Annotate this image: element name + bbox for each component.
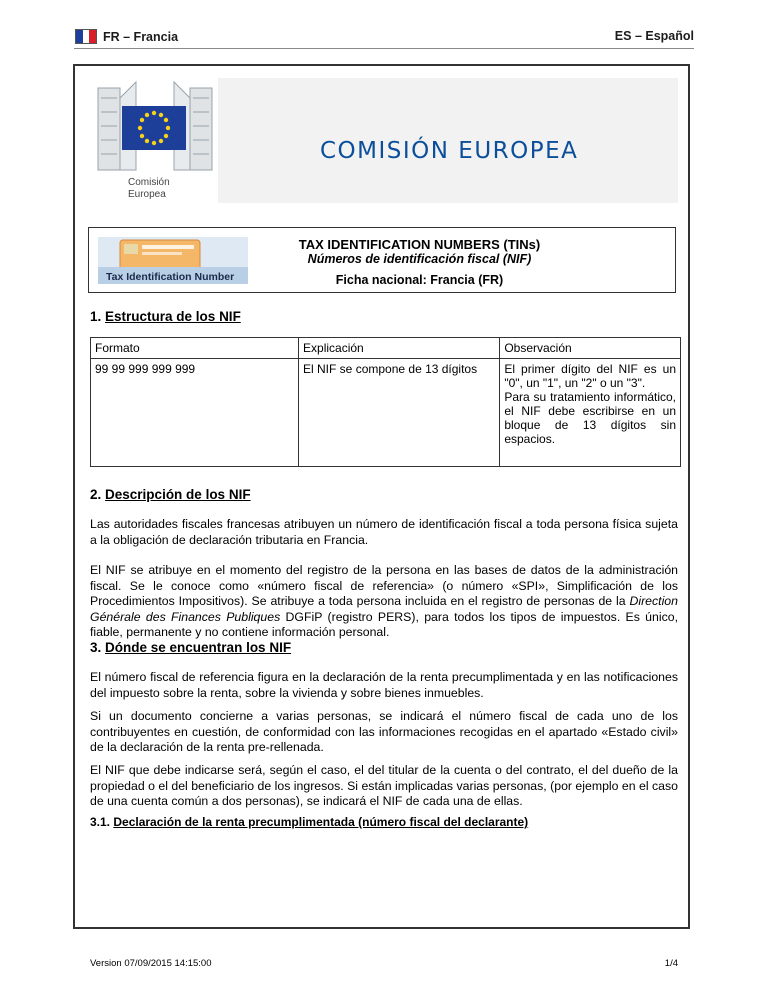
section-3-heading: 3. Dónde se encuentran los NIF	[90, 640, 292, 655]
table-header: Observación	[500, 338, 681, 359]
tin-title-box	[88, 227, 676, 293]
french-flag-icon	[75, 29, 97, 44]
tin-country-sheet: Ficha nacional: Francia (FR)	[335, 273, 504, 287]
cell-explicacion: El NIF se compone de 13 dígitos	[299, 359, 500, 467]
svg-text:Europea: Europea	[128, 189, 166, 200]
commission-banner	[90, 78, 678, 203]
table-row	[91, 359, 681, 467]
table-header-row	[91, 338, 681, 359]
tin-subtitle: Números de identificación fiscal (NIF)	[307, 252, 532, 266]
table-header: Explicación	[299, 338, 500, 359]
header-language-label: ES – Español	[614, 29, 694, 43]
tin-title: TAX IDENTIFICATION NUMBERS (TINs)	[298, 237, 541, 252]
svg-text:Tax Identification Number: Tax Identification Number	[106, 271, 235, 283]
footer-page-number: 1/4	[664, 958, 678, 969]
section-3-paragraph-2: Si un documento concierne a varias personas, se indicará el número fiscal de cada uno de los contribuyentes en cuestión, de conformidad con las informaciones recogidas en el apartado «Estado civil» de la declaración de la renta pre-rellenada.	[90, 709, 678, 754]
header-country	[75, 29, 178, 44]
header-country-label: FR – Francia	[103, 29, 179, 44]
section-3-paragraph-1: El número fiscal de referencia figura en la declaración de la renta precumplimentada y en las notificaciones del impuesto sobre la renta, sobre la vivienda y sobre bienes inmuebles.	[90, 670, 678, 700]
subsection-3-1-heading: 3.1. Declaración de la renta precumplimentada (número fiscal del declarante)	[90, 815, 529, 829]
section-2-paragraph-1: Las autoridades fiscales francesas atribuyen un número de identificación fiscal a toda persona física sujeta a la obligación de declaración tributaria en Francia.	[90, 517, 678, 547]
section-2-heading: 2. Descripción de los NIF	[90, 487, 251, 502]
header-divider	[74, 48, 694, 49]
footer-version: Version 07/09/2015 14:15:00	[90, 958, 212, 969]
cell-observacion: El primer dígito del NIF es un "0", un "1", un "2" o un "3". Para su tratamiento informático, el NIF debe escribirse en un bloque de 13 dígitos sin espacios.	[500, 359, 681, 467]
nif-structure-table	[90, 337, 681, 467]
section-3-paragraph-3: El NIF que debe indicarse será, según el caso, el del titular de la cuenta o del contrato, el del dueño de la propiedad o el del beneficiario de los ingresos. Si están implicadas varias personas, (por ejemplo en el caso de una cuenta común a dos personas), se indicará el NIF de cada una de ellas.	[90, 763, 678, 808]
commission-title: COMISIÓN EUROPEA	[320, 138, 579, 164]
table-header: Formato	[91, 338, 299, 359]
section-2-paragraph-2: El NIF se atribuye en el momento del registro de la persona en las bases de datos de la administración fiscal. Se le conoce como «número fiscal de referencia» (o número «SPI», Simplificación de los Procedimientos Impositivos). Se atribuye a toda persona incluida en el registro de personas de la Direction Générale des Finances Publiques DGFiP (registro PERS), para todos los tipos de impuestos. Es único, fiable, permanente y no contiene información personal.	[90, 563, 678, 639]
svg-text:Comisión: Comisión	[128, 177, 170, 188]
cell-formato: 99 99 999 999 999	[91, 359, 299, 467]
section-1-heading: 1. Estructura de los NIF	[90, 309, 241, 324]
european-commission-logo	[90, 78, 218, 203]
